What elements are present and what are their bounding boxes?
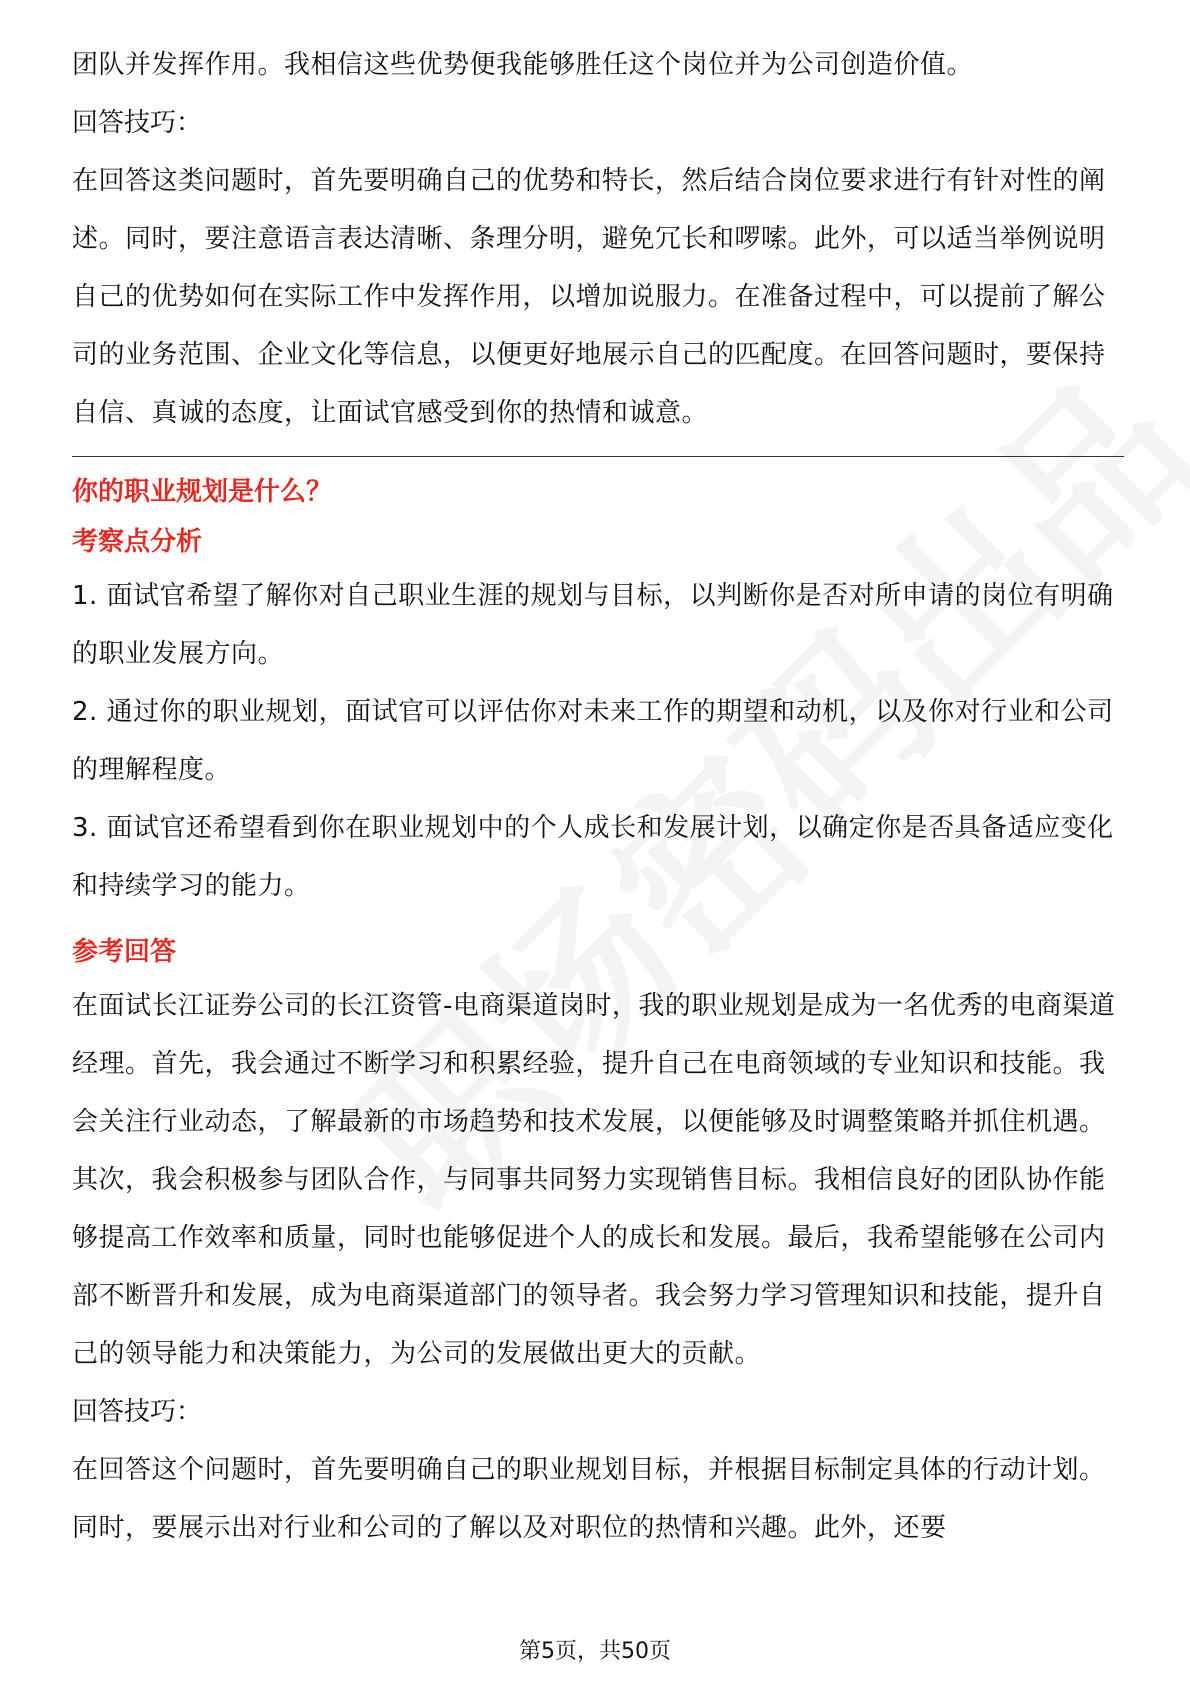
analysis-item: 3. 面试官还希望看到你在职业规划中的个人成长和发展计划，以确定你是否具备适应变化和持续学习的能力。 — [72, 813, 1114, 901]
tips-text-2: 在回答这个问题时，首先要明确自己的职业规划目标，并根据目标制定具体的行动计划。同时，要展示出对行业和公司的了解以及对职位的热情和兴趣。此外，还要 — [72, 1455, 1106, 1543]
section-divider — [72, 456, 1124, 457]
tips-label-2: 回答技巧： — [72, 1397, 203, 1427]
analysis-heading: 考察点分析 — [72, 527, 203, 557]
analysis-item: 1. 面试官希望了解你对自己职业生涯的规划与目标，以判断你是否对所申请的岗位有明确的职业发展方向。 — [72, 581, 1114, 669]
tips-text-1: 在回答这类问题时，首先要明确自己的优势和特长，然后结合岗位要求进行有针对性的阐述。同时，要注意语言表达清晰、条理分明，避免冗长和啰嗦。此外，可以适当举例说明自己的优势如何在实际工作中发挥作用，以增加说服力。在准备过程中，可以提前了解公司的业务范围、企业文化等信息，以便更好地展示自己的匹配度。在回答问题时，要保持自信、真诚的态度，让面试官感受到你的热情和诚意。 — [72, 166, 1106, 428]
question-title: 你的职业规划是什么？ — [72, 477, 333, 507]
document-page — [72, 0, 1124, 1557]
continuation-text: 团队并发挥作用。我相信这些优势便我能够胜任这个岗位并为公司创造价值。 — [72, 50, 974, 80]
answer-text: 在面试长江证券公司的长江资管-电商渠道岗时，我的职业规划是成为一名优秀的电商渠道经理。首先，我会通过不断学习和积累经验，提升自己在电商领域的专业知识和技能。我会关注行业动态，了解最新的市场趋势和技术发展，以便能够及时调整策略并抓住机遇。其次，我会积极参与团队合作，与同事共同努力实现销售目标。我相信良好的团队协作能够提高工作效率和质量，同时也能够促进个人的成长和发展。最后，我希望能够在公司内部不断晋升和发展，成为电商渠道部门的领导者。我会努力学习管理知识和技能，提升自己的领导能力和决策能力，为公司的发展做出更大的贡献。 — [72, 991, 1116, 1369]
analysis-item: 2. 通过你的职业规划，面试官可以评估你对未来工作的期望和动机，以及你对行业和公司的理解程度。 — [72, 697, 1114, 785]
answer-heading: 参考回答 — [72, 937, 177, 967]
tips-label-1: 回答技巧： — [72, 108, 203, 138]
page-number: 第5页，共50页 — [519, 1639, 671, 1664]
